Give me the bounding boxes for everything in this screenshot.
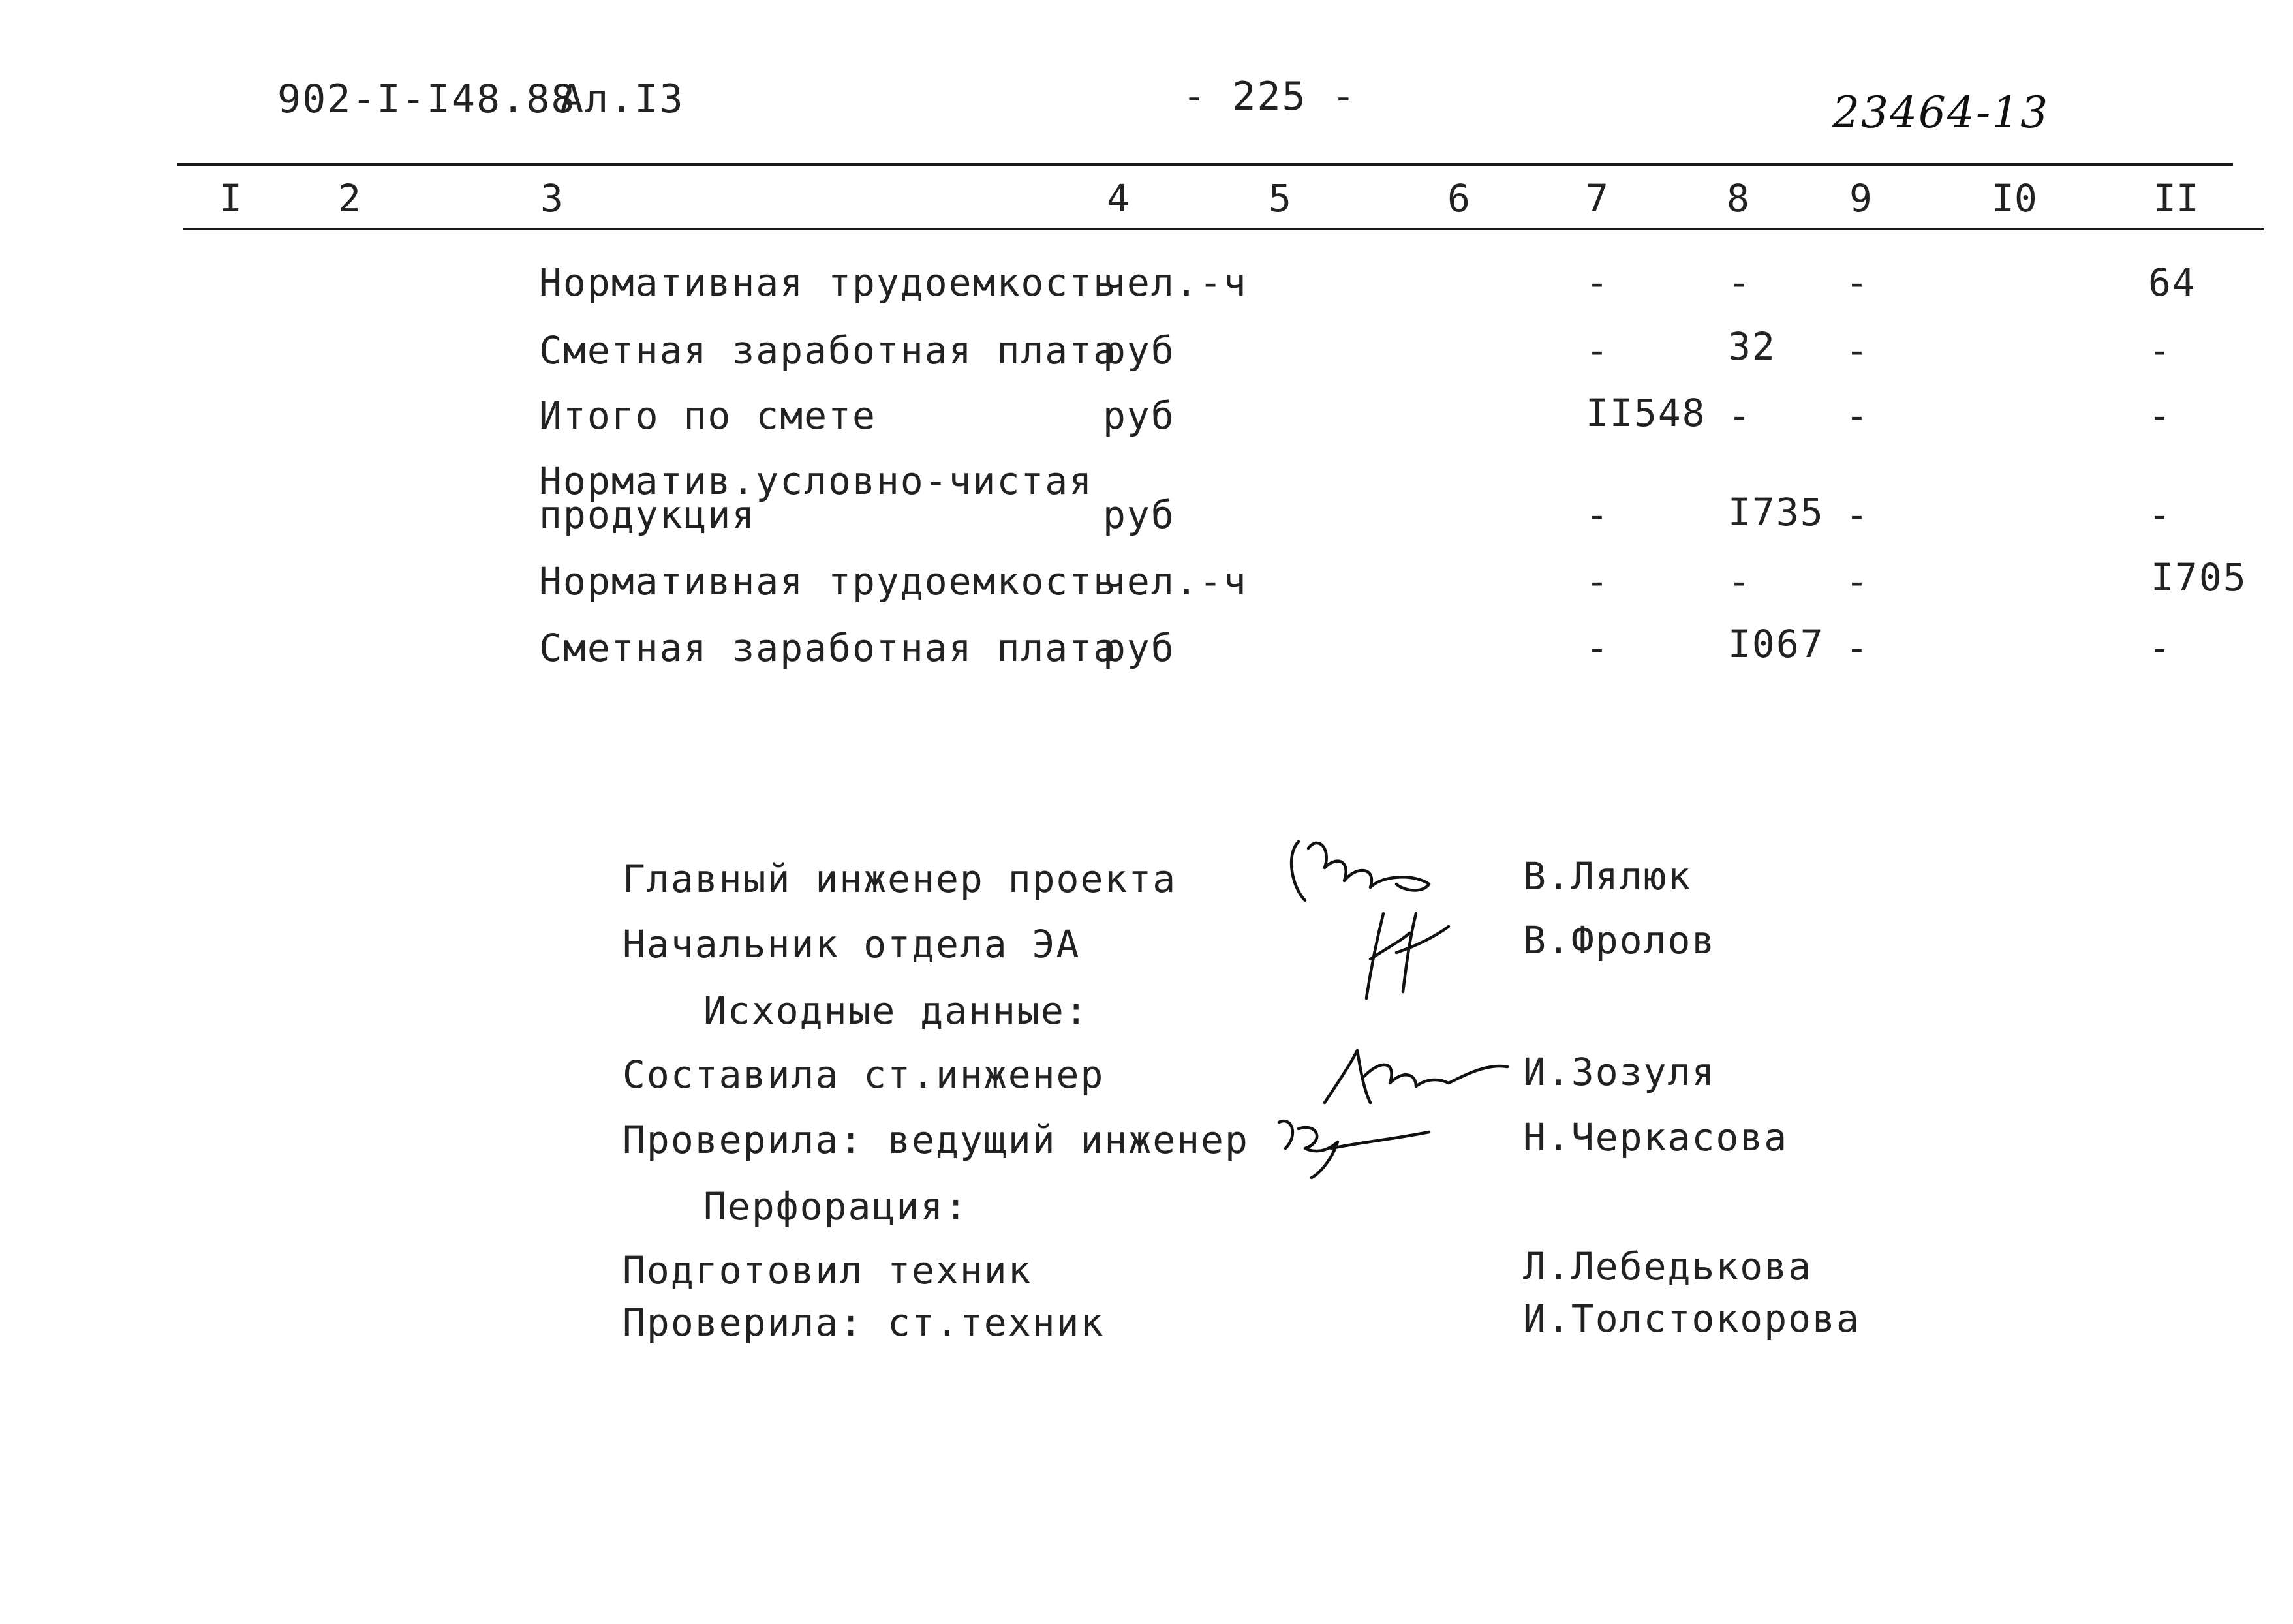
cell-col9: - — [1845, 559, 1870, 604]
cell-col9: - — [1845, 260, 1870, 305]
row-unit: руб — [1103, 626, 1175, 670]
role-checked-lead: Проверила: ведущий инженер — [623, 1118, 1249, 1162]
column-header: 9 — [1849, 176, 1872, 221]
row-name-continued: продукция — [539, 493, 756, 537]
name-dept-head: В.Фролов — [1523, 918, 1716, 962]
row-unit: чел.-ч — [1103, 559, 1248, 604]
sheet-label: Ал.I3 — [560, 76, 685, 122]
role-chief-engineer: Главный инженер проекта — [623, 857, 1177, 901]
cell-col8: - — [1728, 559, 1752, 604]
table-top-rule — [177, 163, 2233, 166]
row-name: Сметная заработная плата — [539, 626, 1118, 670]
cell-col11: - — [2148, 328, 2172, 373]
cell-col7: - — [1586, 559, 1610, 604]
cell-col9: - — [1845, 493, 1870, 537]
column-header: 5 — [1269, 176, 1291, 221]
cell-col7: - — [1586, 328, 1610, 373]
role-checked-tech: Проверила: ст.техник — [623, 1300, 1105, 1345]
cell-col7: II548 — [1586, 391, 1706, 435]
role-dept-head: Начальник отдела ЭА — [623, 922, 1081, 966]
cell-col7: - — [1586, 626, 1610, 670]
source-data-heading: Исходные данные: — [703, 988, 1089, 1033]
cell-col11: - — [2148, 626, 2172, 670]
name-compiled: И.Зозуля — [1523, 1050, 1716, 1094]
row-name: Нормативная трудоемкость — [539, 559, 1118, 604]
cell-col11: - — [2148, 493, 2172, 537]
cell-col8: - — [1728, 393, 1752, 438]
cell-col9: - — [1845, 626, 1870, 670]
role-prepared: Подготовил техник — [623, 1248, 1032, 1293]
row-unit: руб — [1103, 393, 1175, 438]
name-checked-tech: И.Толстокорова — [1523, 1296, 1860, 1341]
column-header: 4 — [1107, 176, 1130, 221]
column-header: 6 — [1447, 176, 1470, 221]
cell-col9: - — [1845, 393, 1870, 438]
column-header: 2 — [338, 176, 361, 221]
column-header: 3 — [540, 176, 563, 221]
cell-col9: - — [1845, 328, 1870, 373]
column-header: I — [219, 176, 242, 221]
cell-col8: I067 — [1728, 622, 1824, 666]
row-name: Норматив.условно-чистая — [539, 459, 1094, 503]
name-prepared: Л.Лебедькова — [1523, 1244, 1813, 1289]
column-header: II — [2153, 176, 2199, 221]
table-header-rule — [183, 228, 2264, 230]
name-chief-engineer: В.Лялюк — [1523, 854, 1692, 898]
cell-col8: 32 — [1728, 324, 1776, 369]
column-header: 8 — [1727, 176, 1749, 221]
cell-col11: - — [2148, 393, 2172, 438]
row-name: Итого по смете — [539, 393, 876, 438]
row-name: Нормативная трудоемкость — [539, 260, 1118, 305]
row-unit: чел.-ч — [1103, 260, 1248, 305]
cell-col8: - — [1728, 260, 1752, 305]
row-unit: руб — [1103, 328, 1175, 373]
cell-col11: I705 — [2151, 555, 2247, 600]
row-unit: руб — [1103, 493, 1175, 537]
signature-dept-head — [1357, 900, 1462, 1005]
page-number: - 225 - — [1182, 74, 1357, 119]
perforation-heading: Перфорация: — [703, 1184, 969, 1229]
cell-col7: - — [1586, 493, 1610, 537]
inventory-number: 23464-13 — [1832, 87, 2050, 138]
role-compiled: Составила ст.инженер — [623, 1052, 1105, 1097]
document-code: 902-I-I48.88 — [277, 76, 576, 122]
signature-checked-lead — [1266, 1103, 1436, 1181]
name-checked-lead: Н.Черкасова — [1523, 1115, 1789, 1159]
column-header: 7 — [1586, 176, 1608, 221]
cell-col11: 64 — [2148, 260, 2196, 305]
cell-col8: I735 — [1728, 490, 1824, 534]
column-header: I0 — [1992, 176, 2037, 221]
cell-col7: - — [1586, 260, 1610, 305]
row-name: Сметная заработная плата — [539, 328, 1118, 373]
